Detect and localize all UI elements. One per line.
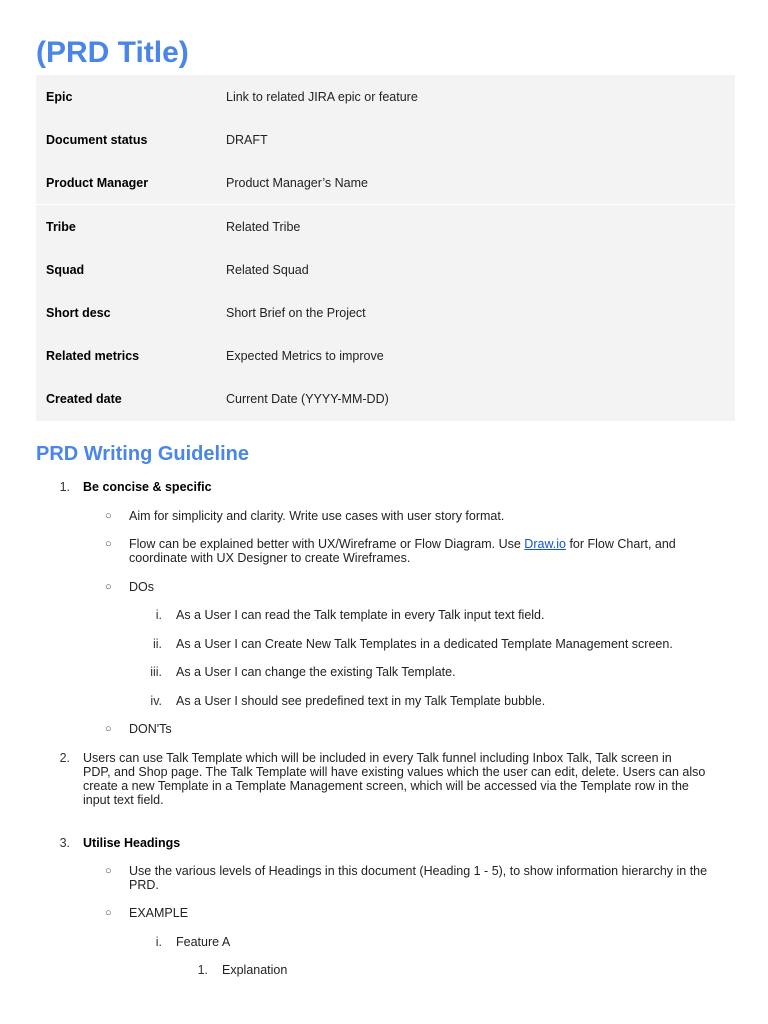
list-number: i. bbox=[155, 935, 162, 949]
list-number: iv. bbox=[150, 694, 162, 708]
meta-key-product-manager: Product Manager bbox=[46, 175, 149, 190]
meta-key-short-desc: Short desc bbox=[46, 305, 111, 320]
list-item: Aim for simplicity and clarity. Write use cases with user story format. bbox=[129, 509, 505, 523]
meta-value-epic: Link to related JIRA epic or feature bbox=[226, 89, 418, 104]
list-item: As a User I can read the Talk template in every Talk input text field. bbox=[176, 608, 545, 622]
bullet-icon: ○ bbox=[105, 581, 112, 593]
metadata-table bbox=[36, 75, 735, 421]
meta-key-tribe: Tribe bbox=[36, 205, 226, 248]
paragraph-line: input text field. bbox=[83, 793, 164, 807]
table-row bbox=[36, 378, 735, 421]
list-item bbox=[129, 537, 676, 551]
list-number: 1. bbox=[59, 480, 70, 494]
meta-value-tribe: Related Tribe bbox=[226, 205, 735, 248]
meta-key-related-metrics: Related metrics bbox=[46, 349, 140, 364]
table-row bbox=[36, 118, 735, 161]
list-number: 2. bbox=[59, 751, 70, 765]
bullet-icon: ○ bbox=[105, 538, 112, 550]
table-row bbox=[36, 162, 735, 205]
meta-key-created-date: Created date bbox=[46, 392, 122, 407]
meta-value-product-manager: Product Manager’s Name bbox=[226, 175, 368, 190]
list-number: i. bbox=[155, 608, 162, 622]
list-item-label: DOs bbox=[129, 580, 154, 594]
list-item-label: EXAMPLE bbox=[129, 906, 189, 920]
meta-value-squad: Related Squad bbox=[226, 262, 309, 277]
list-item: As a User I should see predefined text in my Talk Template bubble. bbox=[176, 694, 546, 708]
table-row bbox=[36, 335, 735, 378]
meta-value-document-status: DRAFT bbox=[226, 132, 268, 147]
meta-value-related-metrics: Expected Metrics to improve bbox=[226, 349, 384, 364]
bullet-icon: ○ bbox=[105, 907, 112, 919]
list-number: 1. bbox=[197, 963, 208, 977]
meta-key-epic: Epic bbox=[46, 89, 73, 104]
list-item-label: Be concise & specific bbox=[83, 480, 212, 494]
meta-key-document-status: Document status bbox=[46, 132, 148, 147]
list-item-label: Utilise Headings bbox=[83, 836, 181, 850]
meta-value-created-date: Current Date (YYYY-MM-DD) bbox=[226, 392, 389, 407]
list-item: As a User I can Create New Talk Templates in a dedicated Template Management screen. bbox=[176, 637, 673, 651]
list-item: Feature A bbox=[176, 935, 231, 949]
table-row bbox=[36, 75, 735, 118]
list-item: Use the various levels of Headings in this document (Heading 1 - 5), to show information hierarchy in the bbox=[129, 864, 708, 878]
list-number: ii. bbox=[152, 637, 162, 651]
bullet-icon: ○ bbox=[105, 865, 112, 877]
meta-key-squad: Squad bbox=[46, 262, 85, 277]
list-number: iii. bbox=[150, 665, 162, 679]
guideline-heading: PRD Writing Guideline bbox=[36, 443, 249, 465]
bullet-icon: ○ bbox=[105, 723, 112, 735]
table-row bbox=[36, 205, 735, 248]
meta-value-short-desc: Short Brief on the Project bbox=[226, 305, 366, 320]
table-row bbox=[36, 248, 735, 291]
list-item: As a User I can change the existing Talk Template. bbox=[176, 665, 456, 679]
list-item-text: for Flow Chart, and bbox=[565, 537, 676, 551]
bullet-icon: ○ bbox=[105, 510, 112, 522]
list-item-text: Flow can be explained better with UX/Wireframe or Flow Diagram. Use bbox=[129, 537, 525, 551]
paragraph-line: create a new Template in a Template Management screen, which will be accessed via the Template row in the bbox=[83, 779, 689, 793]
list-item: Explanation bbox=[222, 963, 288, 977]
list-number: 3. bbox=[59, 836, 70, 850]
list-item-continuation: PRD. bbox=[129, 878, 159, 892]
paragraph-line: Users can use Talk Template which will be included in every Talk funnel including Inbox Talk, Talk screen in bbox=[83, 751, 672, 765]
paragraph-line: PDP, and Shop page. The Talk Template will have existing values which the user can edit, delete. Users can also bbox=[83, 765, 706, 779]
drawio-link[interactable]: Draw.io bbox=[524, 537, 566, 551]
table-row bbox=[36, 291, 735, 334]
list-item-continuation: coordinate with UX Designer to create Wireframes. bbox=[129, 551, 411, 565]
page-title: (PRD Title) bbox=[36, 36, 189, 69]
list-item-label: DON'Ts bbox=[129, 722, 172, 736]
